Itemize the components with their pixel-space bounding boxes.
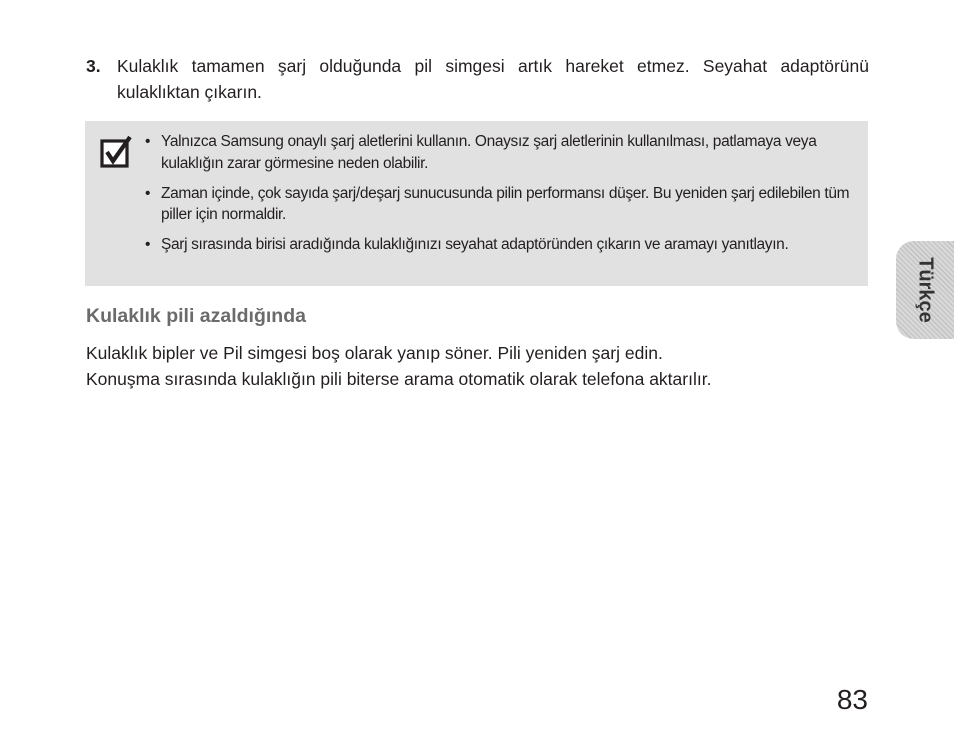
language-label: Türkçe bbox=[914, 257, 937, 323]
section-body bbox=[86, 340, 886, 392]
step-text: Kulaklık tamamen şarj olduğunda pil simgesi artık hareket etmez. Seyahat adaptörünü kulaklıktan çıkarın. bbox=[117, 56, 869, 102]
note-item: • Zaman içinde, çok sayıda şarj/deşarj sunucusunda pilin performansı düşer. Bu yeniden şarj edilebilen tüm piller için normaldir. bbox=[161, 183, 861, 226]
step-3 bbox=[86, 53, 869, 105]
note-item: • Şarj sırasında birisi aradığında kulaklığınızı seyahat adaptöründen çıkarın ve aramayı yanıtlayın. bbox=[161, 234, 861, 256]
note-box bbox=[85, 121, 868, 286]
note-item: • Yalnızca Samsung onaylı şarj aletlerini kullanın. Onaysız şarj aletlerinin kullanılması, patlamaya veya kulaklığın zarar görmesine neden olabilir. bbox=[161, 131, 861, 174]
body-paragraph: Konuşma sırasında kulaklığın pili biterse arama otomatik olarak telefona aktarılır. bbox=[86, 369, 712, 389]
language-tab bbox=[896, 241, 954, 339]
page-number: 83 bbox=[836, 684, 868, 715]
checkbox-checked-icon bbox=[100, 136, 132, 168]
section-heading: Kulaklık pili azaldığında bbox=[86, 305, 306, 327]
note-list bbox=[161, 131, 861, 264]
step-number: 3. bbox=[86, 56, 101, 76]
body-paragraph: Kulaklık bipler ve Pil simgesi boş olarak yanıp söner. Pili yeniden şarj edin. bbox=[86, 343, 663, 363]
